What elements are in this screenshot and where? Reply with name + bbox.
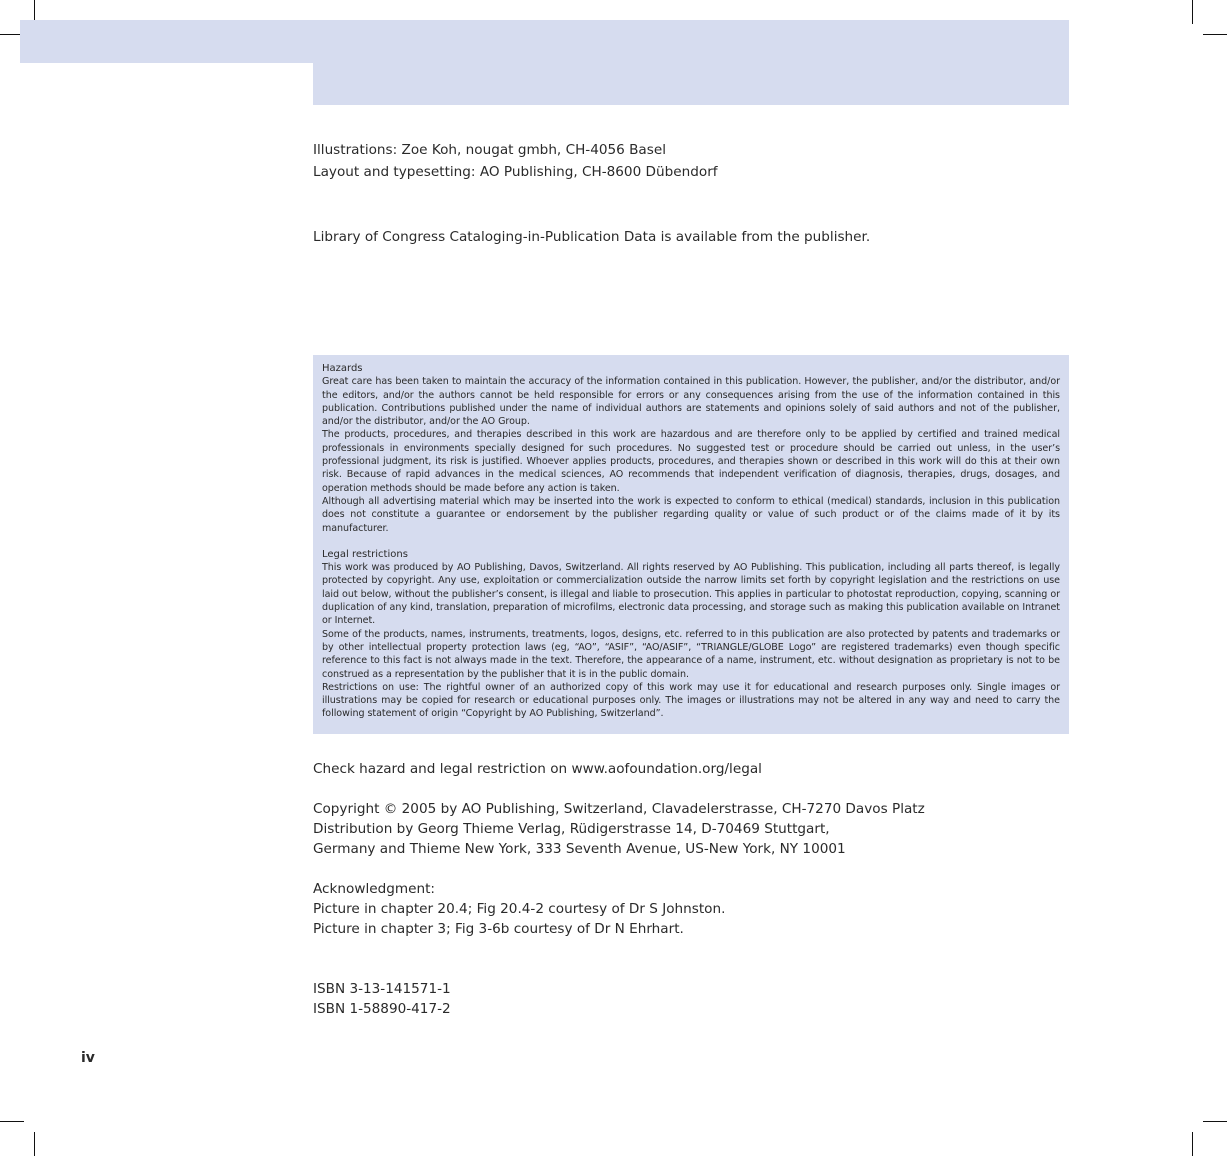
- isbn-2: ISBN 1-58890-417-2: [313, 1001, 451, 1017]
- crop-mark-bottom-right-v: [1192, 1132, 1193, 1156]
- check-note-block: [313, 759, 1069, 779]
- crop-mark-top-right-v: [1192, 0, 1193, 24]
- distribution-line-1: Distribution by Georg Thieme Verlag, Rüdigerstrasse 14, D-70469 Stuttgart,: [313, 821, 830, 837]
- illustrations-credit: Illustrations: Zoe Koh, nougat gmbh, CH-4056 Basel: [313, 142, 666, 158]
- crop-mark-bottom-left-h: [0, 1121, 24, 1122]
- crop-mark-bottom-right-h: [1203, 1121, 1227, 1122]
- page-number: iv: [81, 1050, 95, 1066]
- acknowledgment-line-2: Picture in chapter 3; Fig 3-6b courtesy of Dr N Ehrhart.: [313, 921, 684, 937]
- check-note: Check hazard and legal restriction on www.aofoundation.org/legal: [313, 761, 762, 777]
- credits-block: [313, 139, 1069, 183]
- hazards-paragraph-1: Great care has been taken to maintain the accuracy of the information contained in this publication. However, the publisher, and/or the distributor, and/or the editors, and/or the authors cannot be held responsible for errors or any consequences arising from the use of the information contained in this publication. Contributions published under the name of individual authors are statements and opinions solely of said authors and not of the publisher, and/or the distributor, and/or the AO Group.: [322, 376, 1060, 428]
- acknowledgment-block: [313, 879, 1069, 939]
- isbn-1: ISBN 3-13-141571-1: [313, 981, 451, 997]
- hazards-paragraph-3: Although all advertising material which may be inserted into the work is expected to conform to ethical (medical) standards, inclusion in this publication does not constitute a guarantee or endorsement by the publisher regarding quality or value of such product or of the claims made of it by its manufacturer.: [322, 495, 1060, 534]
- isbn-block: [313, 979, 1069, 1019]
- header-band-main: [313, 20, 1069, 105]
- library-note: Library of Congress Cataloging-in-Publication Data is available from the publisher.: [313, 229, 871, 245]
- legal-heading: Legal restrictions: [322, 548, 408, 560]
- legal-paragraph-3: Restrictions on use: The rightful owner of an authorized copy of this work may use it for educational and research purposes only. Single images or illustrations may be copied for research or educational purposes only. The images or illustrations may not be altered in any way and need to carry the following statement of origin “Copyright by AO Publishing, Switzerland”.: [322, 681, 1060, 720]
- hazards-legal-box: [313, 355, 1069, 734]
- acknowledgment-heading: Acknowledgment:: [313, 881, 435, 897]
- layout-credit: Layout and typesetting: AO Publishing, CH-8600 Dübendorf: [313, 164, 718, 180]
- hazards-heading: Hazards: [322, 363, 363, 374]
- legal-paragraph-2: Some of the products, names, instruments, treatments, logos, designs, etc. referred to in this publication are also protected by patents and trademarks or by other intellectual property protection laws (eg, “AO”, “ASIF”, “AO/ASIF”, “TRIANGLE/GLOBE Logo” are registered trademarks) even though specific reference to this fact is not always made in the text. Therefore, the appearance of a name, instrument, etc. without designation as proprietary is not to be construed as a representation by the publisher that it is in the public domain.: [322, 628, 1060, 680]
- section-gap: [322, 535, 1060, 548]
- crop-mark-bottom-left-v: [34, 1132, 35, 1156]
- crop-mark-top-right-h: [1203, 34, 1227, 35]
- hazards-paragraph-2: The products, procedures, and therapies described in this work are hazardous and are therefore only to be applied by certified and trained medical professionals in environments specially designed for such procedures. No suggested test or procedure should be carried out unless, in the user’s professional judgment, its risk is justified. Whoever applies products, procedures, and therapies shown or described in this work will do this at their own risk. Because of rapid advances in the medical sciences, AO recommends that independent verification of diagnosis, therapies, drugs, dosages, and operation methods should be made before any action is taken.: [322, 429, 1060, 494]
- copyright-line: Copyright © 2005 by AO Publishing, Switzerland, Clavadelerstrasse, CH-7270 Davos Platz: [313, 801, 925, 817]
- header-band-left: [20, 20, 314, 63]
- library-note-block: [313, 226, 1069, 248]
- acknowledgment-line-1: Picture in chapter 20.4; Fig 20.4-2 courtesy of Dr S Johnston.: [313, 901, 726, 917]
- copyright-block: [313, 799, 1069, 859]
- legal-paragraph-1: This work was produced by AO Publishing, Davos, Switzerland. All rights reserved by AO Publishing. This publication, including all parts thereof, is legally protected by copyright. Any use, exploitation or commercialization outside the narrow limits set forth by copyright legislation and the restrictions on use laid out below, without the publisher’s consent, is illegal and liable to prosecution. This applies in particular to photostat reproduction, copying, scanning or duplication of any kind, translation, preparation of microfilms, electronic data processing, and storage such as making this publication available on Intranet or Internet.: [322, 562, 1060, 627]
- distribution-line-2: Germany and Thieme New York, 333 Seventh Avenue, US-New York, NY 10001: [313, 841, 846, 857]
